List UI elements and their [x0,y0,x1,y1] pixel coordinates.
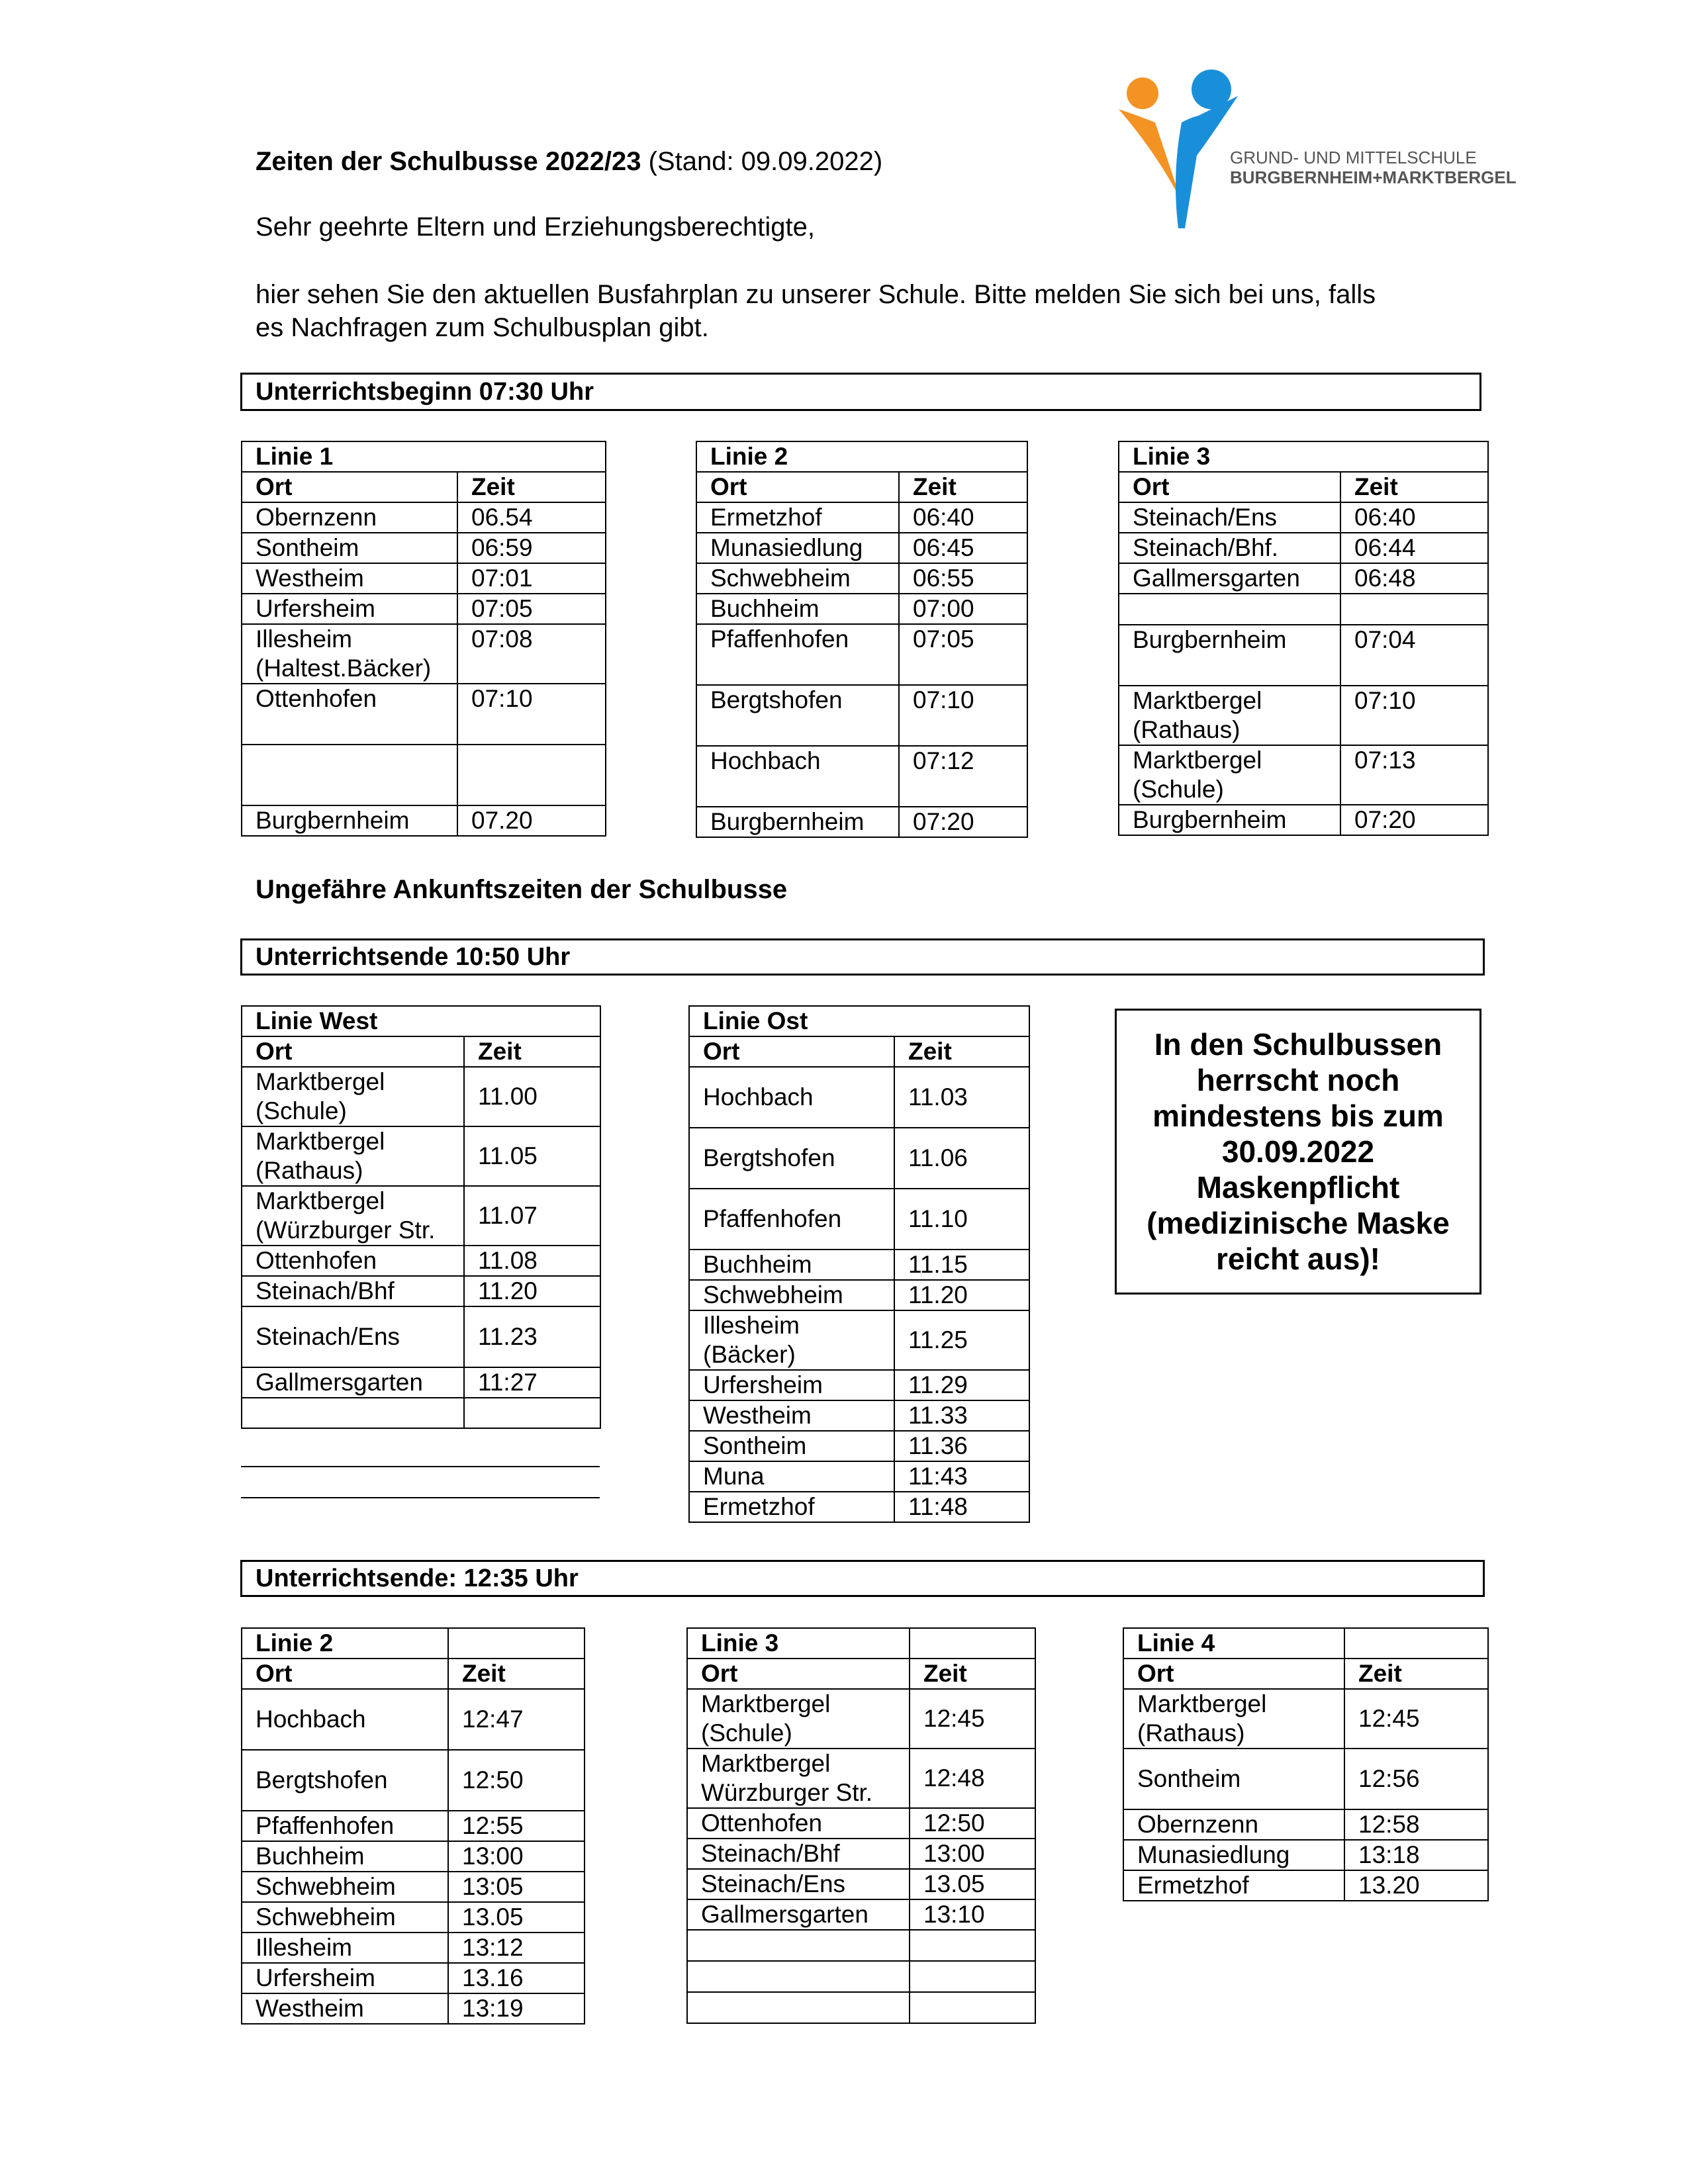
intro-line-1: hier sehen Sie den aktuellen Busfahrplan zu unserer Schule. Bitte melden Sie sich bei uns, falls [256,280,1376,309]
table-title: Linie 3 [687,1628,910,1659]
arrival-heading: Ungefähre Ankunftszeiten der Schulbusse [256,875,788,904]
table-row: Munasiedlung 06:45 [696,533,1027,563]
table-row: Bergtshofen 07:10 [696,685,1027,746]
table-row: Marktbergel (Schule) 12:45 [687,1689,1035,1749]
table-row: Obernzenn 06.54 [242,502,606,533]
col-header-ort: Ort [696,472,899,502]
table-row: Marktbergel (Rathaus) 07:10 [1119,686,1488,745]
table-row: Marktbergel (Rathaus) 11.05 [242,1126,600,1186]
table-row: Gallmersgarten 11:27 [242,1367,600,1398]
table-row [1119,594,1488,625]
table-row: Marktbergel (Rathaus) 12:45 [1123,1689,1488,1749]
table-title: Linie 2 [696,441,1027,472]
table-row: Illesheim (Bäcker) 11.25 [689,1310,1029,1370]
table-row: Marktbergel (Würzburger Str. 11.07 [242,1186,600,1246]
table-linie-3-noon [686,1627,1036,2024]
table-title: Linie 1 [242,441,606,472]
col-header-zeit: Zeit [457,472,606,502]
table-row: Ottenhofen 12:50 [687,1808,1035,1839]
table-row: Buchheim 11.15 [689,1250,1029,1280]
col-header-zeit: Zeit [1344,1659,1488,1689]
title-bold: Zeiten der Schulbusse 2022/23 [256,147,641,176]
table-row: Marktbergel (Schule) 11.00 [242,1067,600,1126]
table-row: Hochbach 12:47 [242,1689,585,1750]
table-row: Pfaffenhofen 11.10 [689,1189,1029,1250]
table-row [242,1398,600,1428]
table-row: Schwebheim 06:55 [696,563,1027,594]
table-row: Burgbernheim 07:04 [1119,625,1488,686]
table-row: Pfaffenhofen 07:05 [696,624,1027,685]
table-row: Steinach/Ens 06:40 [1119,502,1488,533]
table-row: Steinach/Bhf. 06:44 [1119,533,1488,563]
logo-figures-icon [1119,69,1244,235]
divider-line [241,1497,600,1498]
table-row: Westheim 13:19 [242,1993,585,2024]
table-row: Illesheim 13:12 [242,1933,585,1963]
document-title [256,147,882,177]
table-linie-ost [688,1005,1030,1523]
col-header-ort: Ort [687,1659,910,1689]
table-row: Illesheim (Haltest.Bäcker) 07:08 [242,624,606,684]
table-row: Sontheim 06:59 [242,533,606,563]
table-row: Schwebheim 13:05 [242,1872,585,1902]
divider-line [241,1466,600,1467]
table-row [687,1992,1035,2023]
col-header-ort: Ort [689,1036,894,1067]
mask-notice-box: In den Schulbussen herrscht noch mindestens bis zum 30.09.2022 Maskenpflicht (medizinische Maske reicht aus)! [1115,1009,1481,1295]
table-row: Ermetzhof 06:40 [696,502,1027,533]
table-row: Urfersheim 07:05 [242,594,606,624]
table-row [242,745,606,805]
table-row: Bergtshofen 11.06 [689,1128,1029,1189]
table-row: Steinach/Ens 13.05 [687,1869,1035,1899]
col-header-zeit: Zeit [894,1036,1029,1067]
table-row: Sontheim 12:56 [1123,1749,1488,1809]
table-row: Munasiedlung 13:18 [1123,1840,1488,1870]
col-header-zeit: Zeit [448,1659,585,1689]
table-linie-2-noon [241,1627,585,2025]
table-row: Gallmersgarten 06:48 [1119,563,1488,594]
col-header-zeit: Zeit [910,1659,1035,1689]
table-linie-west [241,1005,601,1429]
table-title: Linie 2 [242,1628,448,1659]
col-header-zeit: Zeit [1340,472,1488,502]
table-title: Linie Ost [689,1006,1029,1036]
greeting: Sehr geehrte Eltern und Erziehungsberechtigte, [256,212,815,242]
title-date: (Stand: 09.09.2022) [641,147,883,176]
table-row: Ermetzhof 11:48 [689,1492,1029,1522]
table-row: Steinach/Bhf 13:00 [687,1839,1035,1869]
table-row: Muna 11:43 [689,1461,1029,1492]
col-header-ort: Ort [242,472,457,502]
col-header-ort: Ort [1123,1659,1344,1689]
table-row: Buchheim 07:00 [696,594,1027,624]
table-row: Steinach/Ens 11.23 [242,1306,600,1367]
table-row: Hochbach 07:12 [696,746,1027,807]
table-title: Linie West [242,1006,600,1036]
table-row: Marktbergel (Schule) 07:13 [1119,745,1488,805]
table-linie-3-morning [1118,441,1489,836]
table-linie-4 [1123,1627,1489,1901]
table-row: Westheim 07:01 [242,563,606,594]
table-row: Hochbach 11.03 [689,1067,1029,1128]
col-header-ort: Ort [242,1036,464,1067]
table-row: Pfaffenhofen 12:55 [242,1811,585,1841]
table-row: Ottenhofen 11.08 [242,1246,600,1276]
table-row: Sontheim 11.36 [689,1431,1029,1461]
logo-line-2: BURGBERNHEIM+MARKTBERGEL [1230,167,1517,187]
table-linie-1 [241,441,606,837]
table-row: Obernzenn 12:58 [1123,1809,1488,1840]
section-unterrichtsbeginn: Unterrichtsbeginn 07:30 Uhr [240,373,1481,411]
table-row: Burgbernheim 07:20 [1119,805,1488,835]
table-row: Schwebheim 11.20 [689,1280,1029,1310]
table-row: Ottenhofen 07:10 [242,684,606,745]
table-title: Linie 4 [1123,1628,1344,1659]
table-row: Burgbernheim 07.20 [242,805,606,836]
section-unterrichtsende-1050: Unterrichtsende 10:50 Uhr [240,938,1485,976]
table-row: Westheim 11.33 [689,1400,1029,1431]
table-title: Linie 3 [1119,441,1488,472]
table-row [687,1930,1035,1961]
table-row: Steinach/Bhf 11.20 [242,1276,600,1306]
table-row: Urfersheim 11.29 [689,1370,1029,1400]
table-row: Urfersheim 13.16 [242,1963,585,1993]
school-logo [1119,69,1542,235]
table-row: Burgbernheim 07:20 [696,807,1027,837]
table-row: Ermetzhof 13.20 [1123,1870,1488,1901]
table-row: Schwebheim 13.05 [242,1902,585,1933]
table-linie-2-morning [696,441,1028,838]
col-header-zeit: Zeit [899,472,1027,502]
table-row [687,1961,1035,1992]
col-header-ort: Ort [242,1659,448,1689]
col-header-zeit: Zeit [464,1036,600,1067]
table-row: Buchheim 13:00 [242,1841,585,1872]
table-row: Marktbergel Würzburger Str. 12:48 [687,1749,1035,1808]
intro-line-2: es Nachfragen zum Schulbusplan gibt. [256,313,709,342]
table-row: Gallmersgarten 13:10 [687,1899,1035,1930]
section-unterrichtsende-1235: Unterrichtsende: 12:35 Uhr [240,1560,1485,1597]
logo-line-1: GRUND- UND MITTELSCHULE [1230,148,1477,167]
col-header-ort: Ort [1119,472,1340,502]
table-row: Bergtshofen 12:50 [242,1750,585,1811]
